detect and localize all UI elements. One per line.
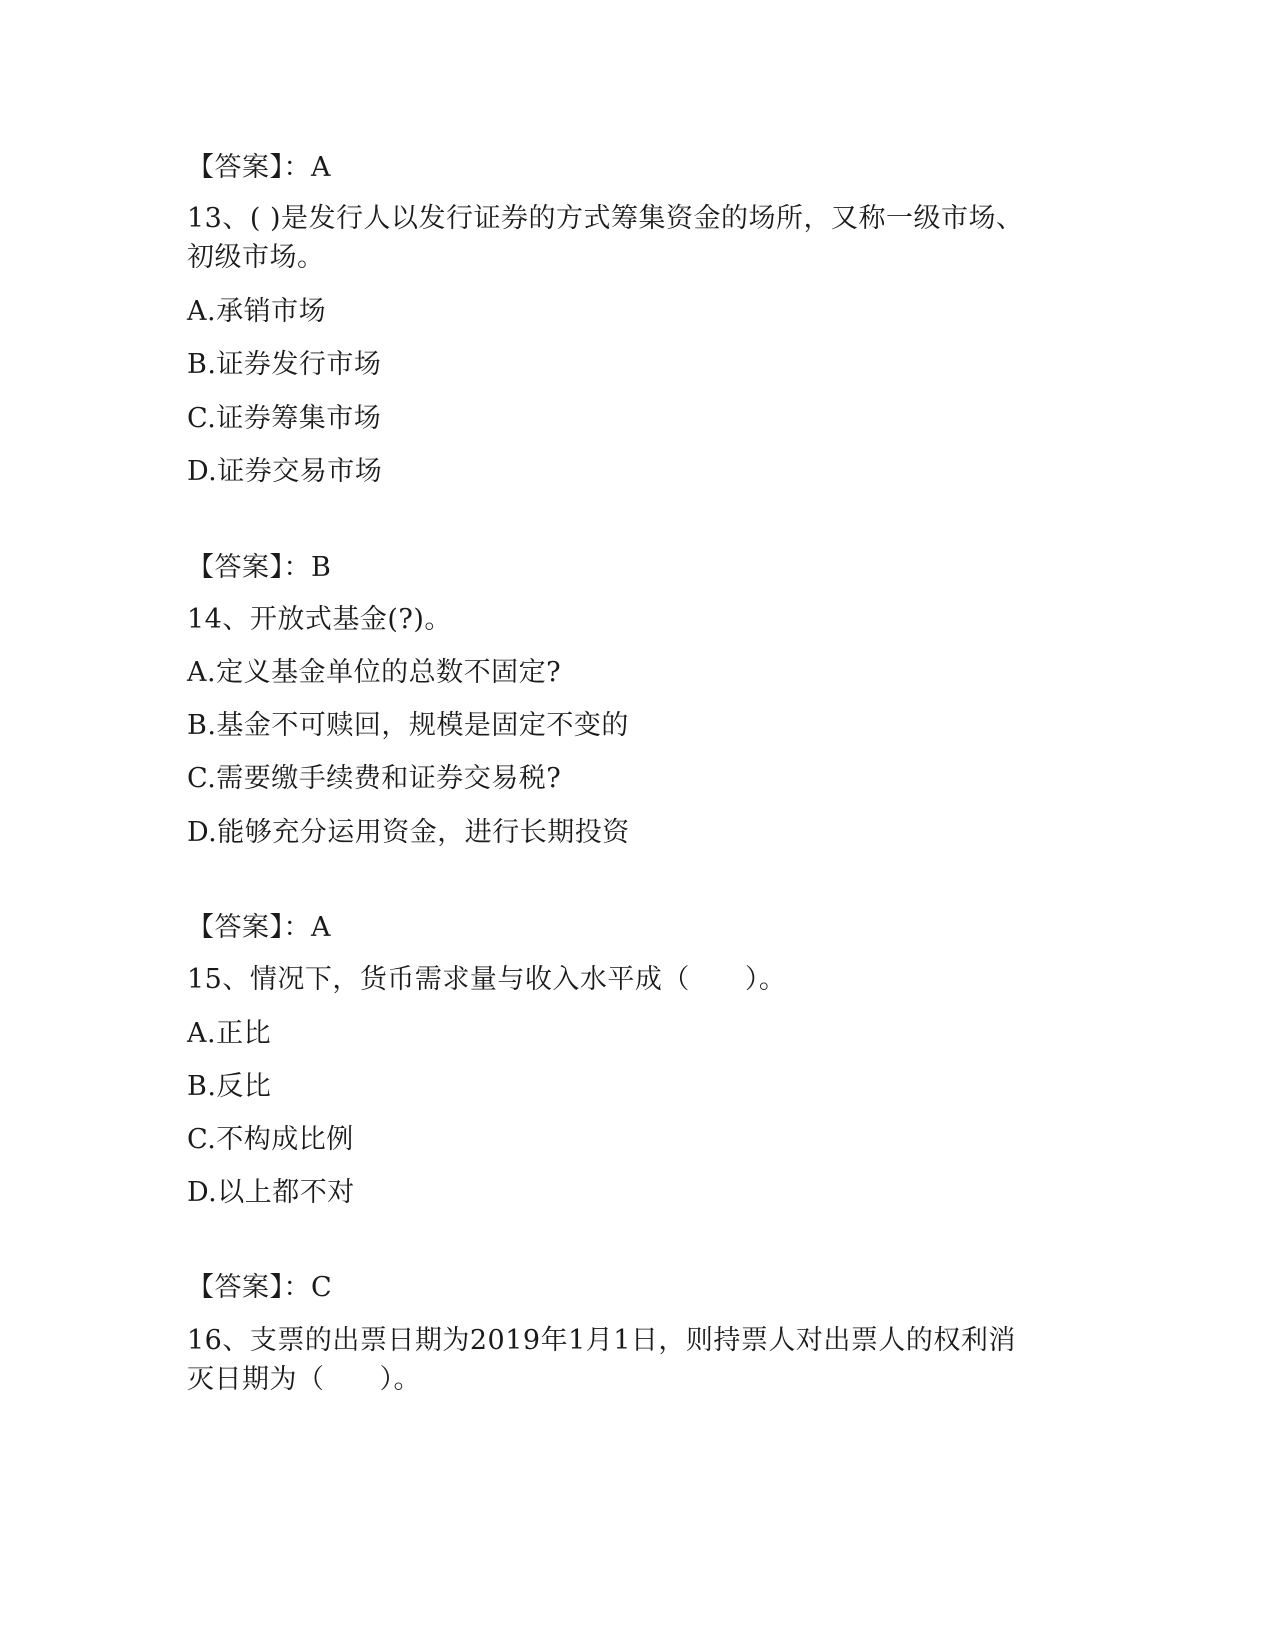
- question-14-option-c: C.需要缴手续费和证券交易税?: [187, 763, 562, 794]
- answer-label: 【答案】：B: [187, 552, 332, 583]
- question-14-stem-line-1: 14、开放式基金(?)。: [187, 604, 452, 635]
- question-15-option-a: A.正比: [187, 1018, 272, 1049]
- question-13-option-d: D.证券交易市场: [187, 456, 383, 487]
- answer-label: 【答案】：A: [187, 152, 331, 183]
- question-14-option-d: D.能够充分运用资金，进行长期投资: [187, 817, 630, 848]
- question-14-option-b: B.基金不可赎回，规模是固定不变的: [187, 710, 629, 741]
- answer-label: 【答案】：A: [187, 912, 331, 943]
- question-13-option-b: B.证券发行市场: [187, 349, 382, 380]
- question-14-option-a: A.定义基金单位的总数不固定?: [187, 657, 562, 688]
- question-15-option-b: B.反比: [187, 1071, 272, 1102]
- question-13-option-c: C.证券筹集市场: [187, 403, 382, 434]
- question-15-option-c: C.不构成比例: [187, 1124, 354, 1155]
- question-16-stem-line-2: 灭日期为（ ）。: [187, 1364, 421, 1395]
- question-13-stem-line-1: 13、( )是发行人以发行证券的方式筹集资金的场所，又称一级市场、: [187, 203, 1024, 234]
- question-15-option-d: D.以上都不对: [187, 1177, 355, 1208]
- question-13-option-a: A.承销市场: [187, 296, 327, 327]
- question-16-stem-line-1: 16、支票的出票日期为2019年1月1日，则持票人对出票人的权利消: [187, 1325, 1016, 1356]
- answer-label: 【答案】：C: [187, 1272, 333, 1303]
- question-15-stem-line-1: 15、情况下，货币需求量与收入水平成（ ）。: [187, 964, 787, 995]
- question-13-stem-line-2: 初级市场。: [187, 242, 325, 273]
